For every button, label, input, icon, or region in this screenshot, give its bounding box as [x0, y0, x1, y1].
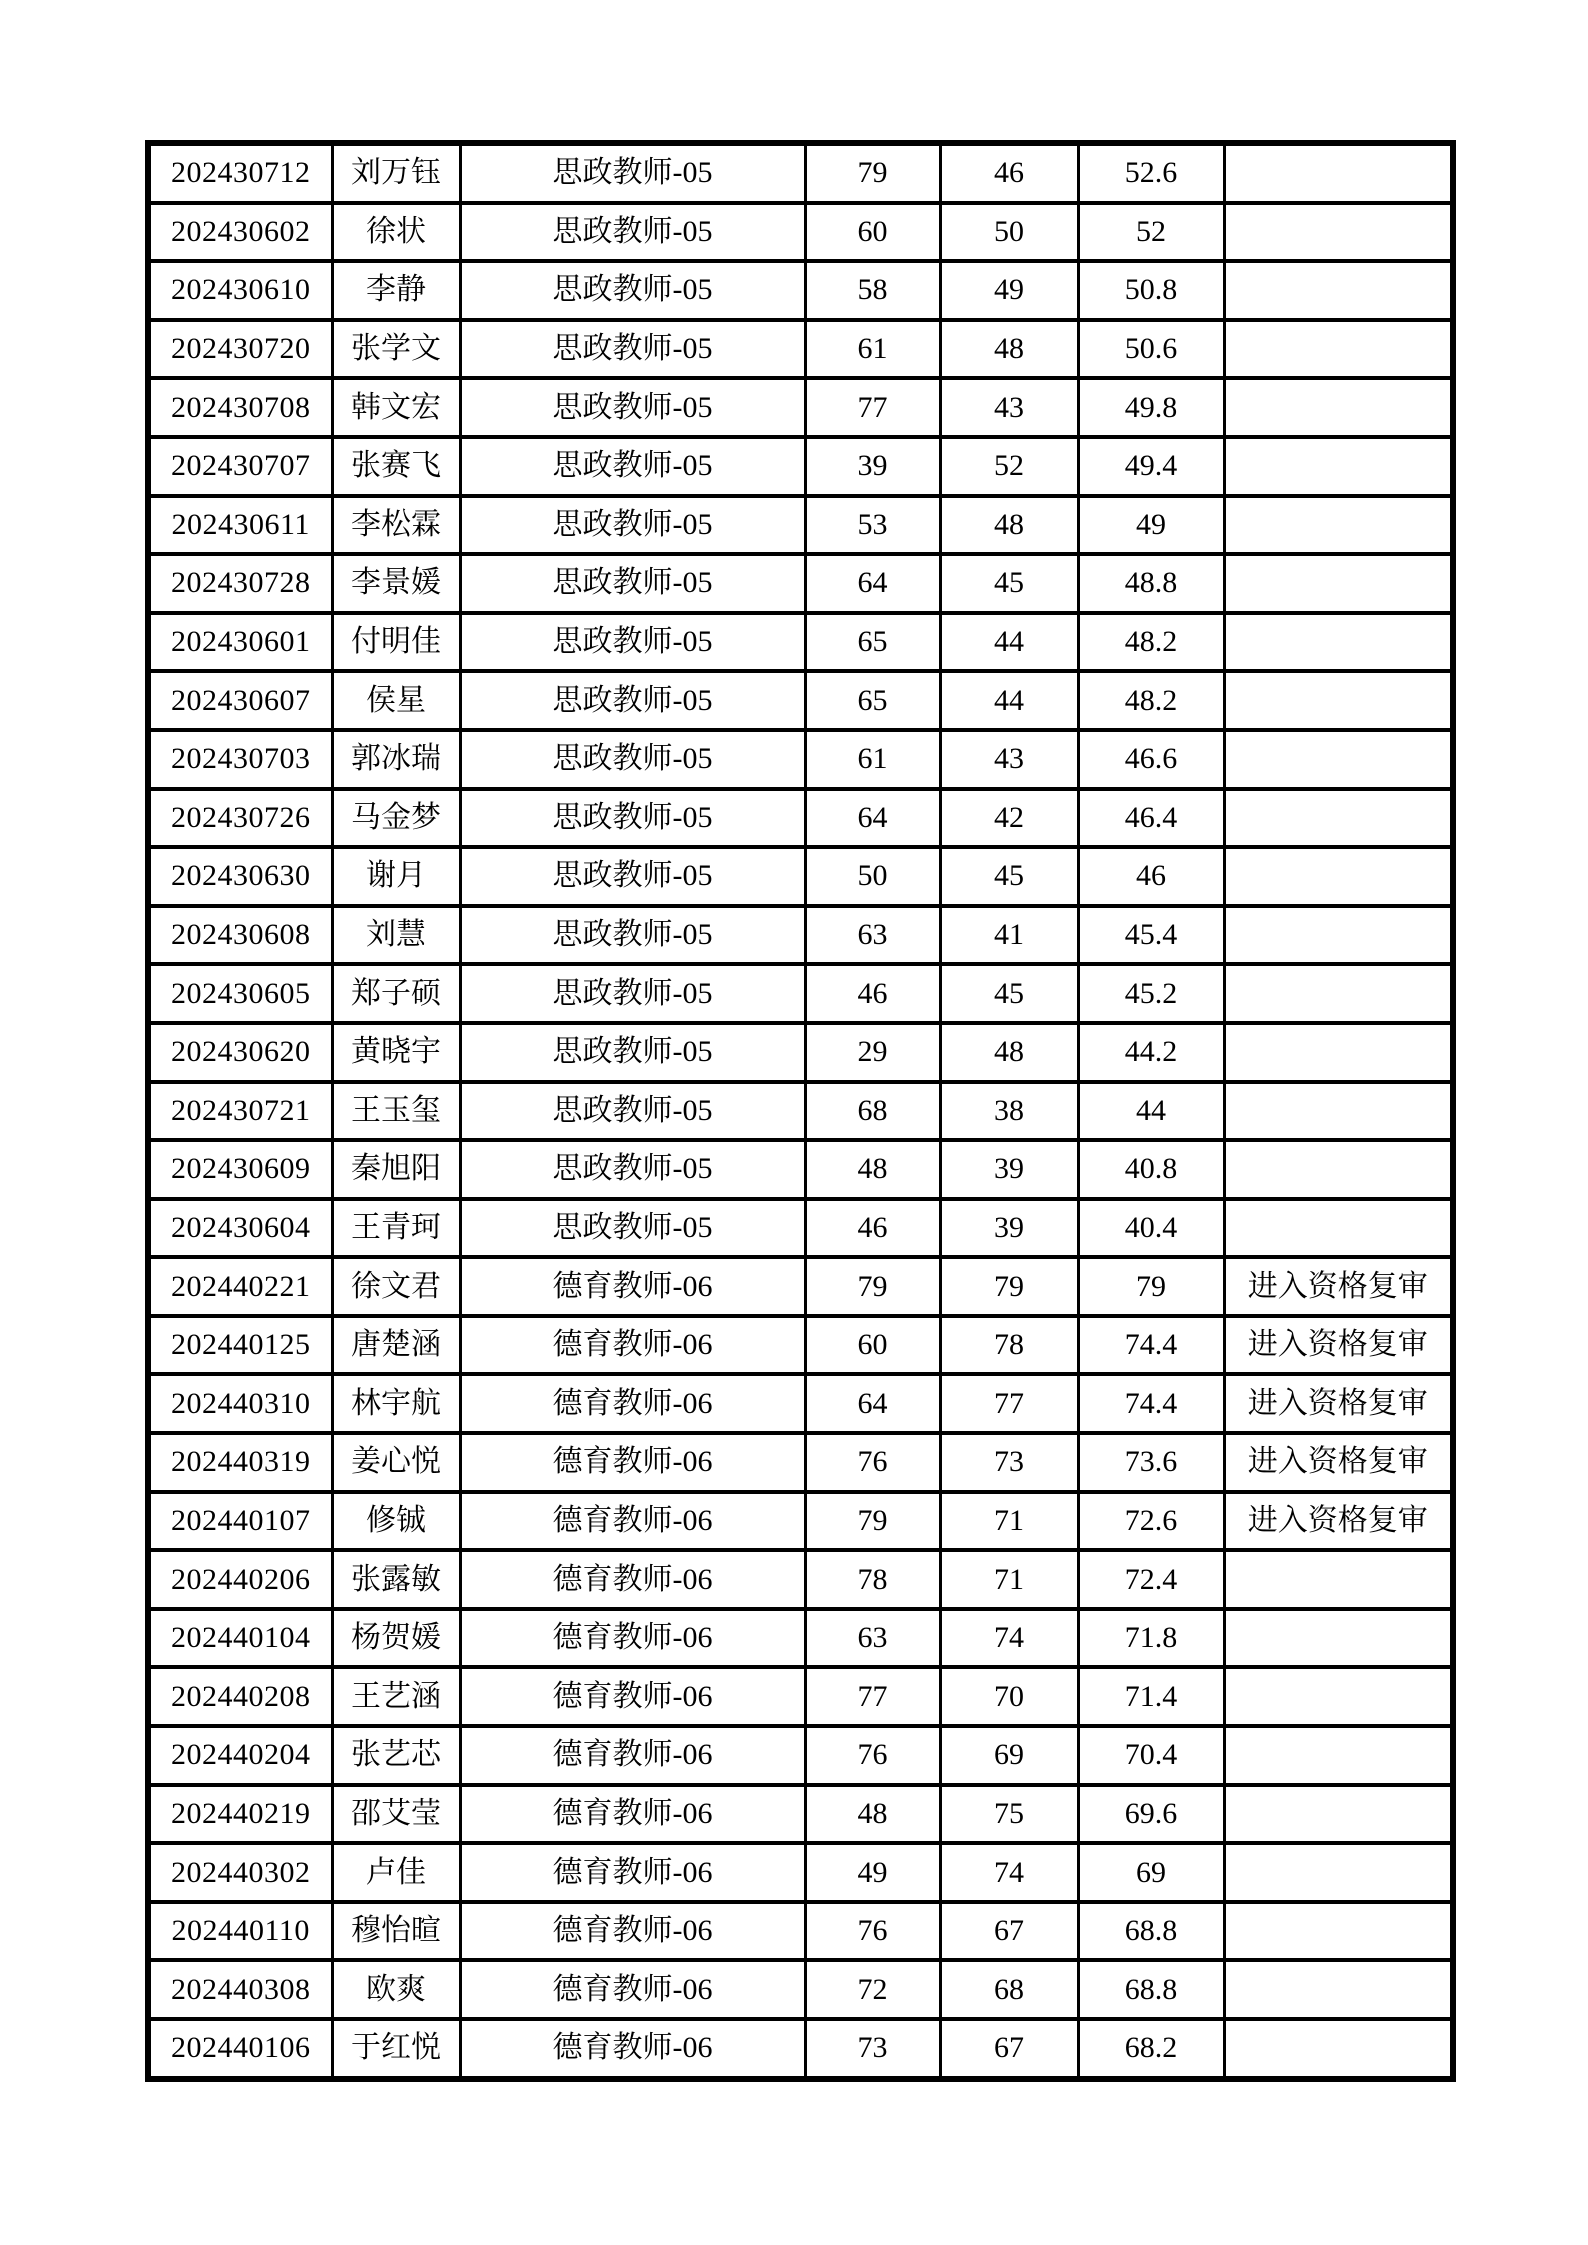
table-row	[148, 320, 1453, 379]
cell-name: 徐文君	[332, 1257, 460, 1316]
cell-remark	[1224, 261, 1453, 320]
cell-exam-id: 202430610	[148, 261, 332, 320]
cell-position: 思政教师-05	[460, 730, 805, 789]
table-row	[148, 1609, 1453, 1668]
cell-exam-id: 202430608	[148, 906, 332, 965]
table-row	[148, 1082, 1453, 1141]
table-row	[148, 143, 1453, 203]
cell-score2: 67	[940, 2019, 1078, 2079]
cell-name: 刘万钰	[332, 143, 460, 203]
cell-score1: 65	[805, 613, 940, 672]
cell-name: 秦旭阳	[332, 1140, 460, 1199]
cell-remark	[1224, 1667, 1453, 1726]
cell-remark	[1224, 554, 1453, 613]
table-row	[148, 964, 1453, 1023]
cell-exam-id: 202430604	[148, 1199, 332, 1258]
cell-exam-id: 202430708	[148, 378, 332, 437]
table-row	[148, 906, 1453, 965]
cell-total: 73.6	[1078, 1433, 1224, 1492]
cell-name: 唐楚涵	[332, 1316, 460, 1375]
cell-position: 思政教师-05	[460, 143, 805, 203]
cell-name: 徐状	[332, 203, 460, 262]
cell-remark	[1224, 203, 1453, 262]
cell-position: 思政教师-05	[460, 1140, 805, 1199]
cell-total: 48.2	[1078, 613, 1224, 672]
cell-total: 44.2	[1078, 1023, 1224, 1082]
cell-position: 思政教师-05	[460, 203, 805, 262]
cell-score1: 48	[805, 1785, 940, 1844]
cell-position: 德育教师-06	[460, 1726, 805, 1785]
cell-name: 姜心悦	[332, 1433, 460, 1492]
cell-score2: 70	[940, 1667, 1078, 1726]
cell-position: 思政教师-05	[460, 847, 805, 906]
cell-exam-id: 202430602	[148, 203, 332, 262]
cell-score2: 75	[940, 1785, 1078, 1844]
cell-score2: 41	[940, 906, 1078, 965]
cell-total: 49.4	[1078, 437, 1224, 496]
cell-name: 韩文宏	[332, 378, 460, 437]
table-row	[148, 1257, 1453, 1316]
cell-position: 思政教师-05	[460, 378, 805, 437]
cell-name: 侯星	[332, 671, 460, 730]
cell-position: 德育教师-06	[460, 1374, 805, 1433]
cell-score1: 63	[805, 906, 940, 965]
cell-total: 52.6	[1078, 143, 1224, 203]
cell-remark	[1224, 789, 1453, 848]
cell-name: 张艺芯	[332, 1726, 460, 1785]
cell-remark	[1224, 1550, 1453, 1609]
cell-score1: 65	[805, 671, 940, 730]
table-row	[148, 1667, 1453, 1726]
cell-score2: 79	[940, 1257, 1078, 1316]
cell-score1: 68	[805, 1082, 940, 1141]
cell-position: 德育教师-06	[460, 1843, 805, 1902]
cell-remark	[1224, 730, 1453, 789]
cell-exam-id: 202430721	[148, 1082, 332, 1141]
cell-total: 69.6	[1078, 1785, 1224, 1844]
cell-name: 卢佳	[332, 1843, 460, 1902]
cell-total: 40.8	[1078, 1140, 1224, 1199]
cell-exam-id: 202430707	[148, 437, 332, 496]
cell-name: 黄晓宇	[332, 1023, 460, 1082]
cell-score2: 39	[940, 1140, 1078, 1199]
cell-exam-id: 202430611	[148, 496, 332, 555]
table-row	[148, 789, 1453, 848]
cell-remark	[1224, 847, 1453, 906]
cell-score1: 46	[805, 964, 940, 1023]
cell-score2: 50	[940, 203, 1078, 262]
cell-total: 79	[1078, 1257, 1224, 1316]
cell-position: 思政教师-05	[460, 906, 805, 965]
cell-remark	[1224, 2019, 1453, 2079]
cell-score1: 48	[805, 1140, 940, 1199]
cell-total: 46	[1078, 847, 1224, 906]
cell-exam-id: 202440206	[148, 1550, 332, 1609]
cell-position: 思政教师-05	[460, 437, 805, 496]
cell-score1: 53	[805, 496, 940, 555]
cell-total: 44	[1078, 1082, 1224, 1141]
cell-total: 71.8	[1078, 1609, 1224, 1668]
table-row	[148, 671, 1453, 730]
cell-score2: 74	[940, 1843, 1078, 1902]
cell-remark	[1224, 613, 1453, 672]
table-row	[148, 1199, 1453, 1258]
cell-score1: 76	[805, 1433, 940, 1492]
cell-exam-id: 202430726	[148, 789, 332, 848]
table-row	[148, 1433, 1453, 1492]
cell-position: 德育教师-06	[460, 1257, 805, 1316]
cell-score2: 42	[940, 789, 1078, 848]
cell-score2: 71	[940, 1492, 1078, 1551]
cell-name: 邵艾莹	[332, 1785, 460, 1844]
cell-exam-id: 202430620	[148, 1023, 332, 1082]
table-row	[148, 847, 1453, 906]
cell-remark	[1224, 143, 1453, 203]
cell-position: 德育教师-06	[460, 1550, 805, 1609]
cell-remark	[1224, 378, 1453, 437]
cell-exam-id: 202440106	[148, 2019, 332, 2079]
cell-name: 李松霖	[332, 496, 460, 555]
cell-score1: 64	[805, 554, 940, 613]
cell-exam-id: 202430703	[148, 730, 332, 789]
cell-score2: 77	[940, 1374, 1078, 1433]
cell-position: 思政教师-05	[460, 496, 805, 555]
cell-exam-id: 202430607	[148, 671, 332, 730]
cell-name: 林宇航	[332, 1374, 460, 1433]
cell-score1: 46	[805, 1199, 940, 1258]
cell-exam-id: 202430605	[148, 964, 332, 1023]
score-table-body	[148, 143, 1453, 2079]
cell-name: 杨贺媛	[332, 1609, 460, 1668]
cell-exam-id: 202440110	[148, 1902, 332, 1961]
cell-total: 72.4	[1078, 1550, 1224, 1609]
cell-position: 思政教师-05	[460, 1082, 805, 1141]
cell-score2: 69	[940, 1726, 1078, 1785]
cell-total: 40.4	[1078, 1199, 1224, 1258]
cell-exam-id: 202440302	[148, 1843, 332, 1902]
cell-score1: 78	[805, 1550, 940, 1609]
cell-name: 郑子硕	[332, 964, 460, 1023]
cell-score2: 73	[940, 1433, 1078, 1492]
cell-score1: 63	[805, 1609, 940, 1668]
cell-score2: 45	[940, 964, 1078, 1023]
cell-remark	[1224, 1140, 1453, 1199]
cell-remark	[1224, 964, 1453, 1023]
cell-score2: 67	[940, 1902, 1078, 1961]
cell-name: 郭冰瑞	[332, 730, 460, 789]
table-row	[148, 2019, 1453, 2079]
cell-total: 70.4	[1078, 1726, 1224, 1785]
cell-name: 马金梦	[332, 789, 460, 848]
cell-score2: 74	[940, 1609, 1078, 1668]
cell-score2: 68	[940, 1960, 1078, 2019]
cell-total: 50.6	[1078, 320, 1224, 379]
cell-score2: 43	[940, 378, 1078, 437]
cell-exam-id: 202440221	[148, 1257, 332, 1316]
table-row	[148, 1316, 1453, 1375]
cell-score1: 60	[805, 203, 940, 262]
cell-position: 思政教师-05	[460, 554, 805, 613]
cell-name: 修铖	[332, 1492, 460, 1551]
cell-name: 穆怡暄	[332, 1902, 460, 1961]
cell-remark: 进入资格复审	[1224, 1316, 1453, 1375]
cell-exam-id: 202430728	[148, 554, 332, 613]
cell-exam-id: 202440125	[148, 1316, 332, 1375]
table-row	[148, 437, 1453, 496]
cell-position: 思政教师-05	[460, 1023, 805, 1082]
table-row	[148, 730, 1453, 789]
cell-total: 68.2	[1078, 2019, 1224, 2079]
cell-name: 刘慧	[332, 906, 460, 965]
cell-exam-id: 202440204	[148, 1726, 332, 1785]
cell-score2: 45	[940, 554, 1078, 613]
cell-position: 思政教师-05	[460, 671, 805, 730]
cell-score1: 39	[805, 437, 940, 496]
table-row	[148, 1785, 1453, 1844]
cell-score2: 39	[940, 1199, 1078, 1258]
table-row	[148, 554, 1453, 613]
cell-score1: 79	[805, 143, 940, 203]
table-row	[148, 261, 1453, 320]
cell-position: 德育教师-06	[460, 2019, 805, 2079]
cell-position: 思政教师-05	[460, 1199, 805, 1258]
cell-score1: 73	[805, 2019, 940, 2079]
cell-score1: 77	[805, 1667, 940, 1726]
cell-remark	[1224, 1902, 1453, 1961]
cell-exam-id: 202440310	[148, 1374, 332, 1433]
cell-exam-id: 202430601	[148, 613, 332, 672]
cell-exam-id: 202440107	[148, 1492, 332, 1551]
cell-exam-id: 202440308	[148, 1960, 332, 2019]
cell-name: 李静	[332, 261, 460, 320]
cell-total: 68.8	[1078, 1960, 1224, 2019]
cell-score1: 50	[805, 847, 940, 906]
cell-total: 49.8	[1078, 378, 1224, 437]
cell-total: 48.8	[1078, 554, 1224, 613]
cell-name: 张露敏	[332, 1550, 460, 1609]
cell-exam-id: 202440208	[148, 1667, 332, 1726]
cell-exam-id: 202440319	[148, 1433, 332, 1492]
cell-total: 45.4	[1078, 906, 1224, 965]
cell-remark: 进入资格复审	[1224, 1374, 1453, 1433]
cell-exam-id: 202430609	[148, 1140, 332, 1199]
cell-total: 46.4	[1078, 789, 1224, 848]
cell-score2: 48	[940, 1023, 1078, 1082]
cell-position: 思政教师-05	[460, 613, 805, 672]
cell-exam-id: 202440219	[148, 1785, 332, 1844]
cell-remark: 进入资格复审	[1224, 1492, 1453, 1551]
cell-total: 74.4	[1078, 1316, 1224, 1375]
table-row	[148, 1140, 1453, 1199]
cell-score1: 61	[805, 730, 940, 789]
cell-name: 张赛飞	[332, 437, 460, 496]
cell-remark: 进入资格复审	[1224, 1433, 1453, 1492]
cell-score2: 38	[940, 1082, 1078, 1141]
table-row	[148, 1960, 1453, 2019]
cell-score1: 58	[805, 261, 940, 320]
cell-remark: 进入资格复审	[1224, 1257, 1453, 1316]
cell-remark	[1224, 496, 1453, 555]
cell-total: 71.4	[1078, 1667, 1224, 1726]
cell-exam-id: 202430720	[148, 320, 332, 379]
cell-name: 于红悦	[332, 2019, 460, 2079]
cell-remark	[1224, 671, 1453, 730]
table-row	[148, 1902, 1453, 1961]
cell-remark	[1224, 1785, 1453, 1844]
cell-score2: 44	[940, 671, 1078, 730]
cell-score1: 64	[805, 789, 940, 848]
cell-score1: 79	[805, 1257, 940, 1316]
cell-score1: 77	[805, 378, 940, 437]
cell-position: 思政教师-05	[460, 789, 805, 848]
table-row	[148, 1374, 1453, 1433]
cell-position: 德育教师-06	[460, 1609, 805, 1668]
table-row	[148, 613, 1453, 672]
cell-total: 48.2	[1078, 671, 1224, 730]
cell-total: 49	[1078, 496, 1224, 555]
cell-total: 68.8	[1078, 1902, 1224, 1961]
cell-position: 德育教师-06	[460, 1433, 805, 1492]
cell-score1: 29	[805, 1023, 940, 1082]
cell-position: 思政教师-05	[460, 964, 805, 1023]
cell-exam-id: 202430712	[148, 143, 332, 203]
cell-score1: 49	[805, 1843, 940, 1902]
cell-score2: 48	[940, 496, 1078, 555]
cell-name: 王青珂	[332, 1199, 460, 1258]
score-table	[145, 140, 1456, 2082]
cell-position: 德育教师-06	[460, 1492, 805, 1551]
cell-name: 王玉玺	[332, 1082, 460, 1141]
cell-position: 思政教师-05	[460, 320, 805, 379]
cell-score2: 71	[940, 1550, 1078, 1609]
cell-score2: 44	[940, 613, 1078, 672]
cell-total: 74.4	[1078, 1374, 1224, 1433]
cell-score2: 52	[940, 437, 1078, 496]
cell-total: 69	[1078, 1843, 1224, 1902]
cell-remark	[1224, 1082, 1453, 1141]
cell-total: 45.2	[1078, 964, 1224, 1023]
cell-score1: 60	[805, 1316, 940, 1375]
cell-score2: 45	[940, 847, 1078, 906]
cell-remark	[1224, 1726, 1453, 1785]
cell-score2: 46	[940, 143, 1078, 203]
table-row	[148, 1726, 1453, 1785]
cell-name: 王艺涵	[332, 1667, 460, 1726]
cell-remark	[1224, 1199, 1453, 1258]
table-row	[148, 1023, 1453, 1082]
cell-position: 德育教师-06	[460, 1902, 805, 1961]
cell-exam-id: 202440104	[148, 1609, 332, 1668]
cell-position: 思政教师-05	[460, 261, 805, 320]
cell-remark	[1224, 1609, 1453, 1668]
table-row	[148, 203, 1453, 262]
table-row	[148, 1843, 1453, 1902]
cell-score2: 48	[940, 320, 1078, 379]
cell-score1: 61	[805, 320, 940, 379]
cell-remark	[1224, 320, 1453, 379]
cell-score1: 76	[805, 1726, 940, 1785]
cell-total: 46.6	[1078, 730, 1224, 789]
cell-position: 德育教师-06	[460, 1785, 805, 1844]
cell-name: 付明佳	[332, 613, 460, 672]
cell-remark	[1224, 437, 1453, 496]
cell-position: 德育教师-06	[460, 1960, 805, 2019]
cell-score1: 76	[805, 1902, 940, 1961]
cell-name: 李景媛	[332, 554, 460, 613]
cell-score1: 72	[805, 1960, 940, 2019]
cell-remark	[1224, 1023, 1453, 1082]
cell-name: 张学文	[332, 320, 460, 379]
cell-score2: 43	[940, 730, 1078, 789]
cell-score2: 78	[940, 1316, 1078, 1375]
cell-score1: 64	[805, 1374, 940, 1433]
cell-score1: 79	[805, 1492, 940, 1551]
cell-total: 50.8	[1078, 261, 1224, 320]
table-row	[148, 1492, 1453, 1551]
cell-name: 谢月	[332, 847, 460, 906]
cell-position: 德育教师-06	[460, 1316, 805, 1375]
cell-remark	[1224, 1843, 1453, 1902]
cell-remark	[1224, 1960, 1453, 2019]
table-row	[148, 496, 1453, 555]
cell-total: 72.6	[1078, 1492, 1224, 1551]
cell-position: 德育教师-06	[460, 1667, 805, 1726]
table-row	[148, 378, 1453, 437]
table-row	[148, 1550, 1453, 1609]
cell-score2: 49	[940, 261, 1078, 320]
cell-remark	[1224, 906, 1453, 965]
cell-name: 欧爽	[332, 1960, 460, 2019]
cell-total: 52	[1078, 203, 1224, 262]
cell-exam-id: 202430630	[148, 847, 332, 906]
